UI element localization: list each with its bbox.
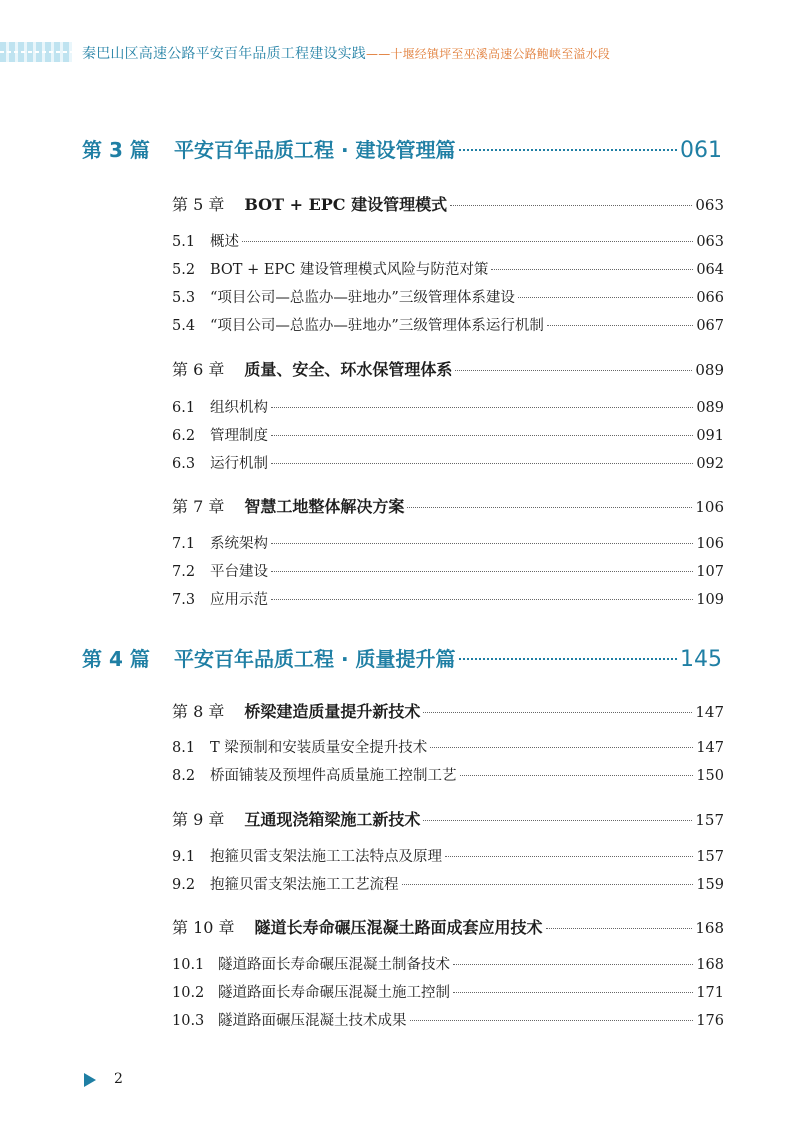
chapter-label: 第 5 章: [172, 195, 225, 214]
dot-leader: [423, 820, 692, 821]
dot-leader: [430, 747, 693, 748]
dot-leader: [459, 658, 677, 660]
toc-section[interactable]: [172, 396, 724, 417]
part-page: 061: [680, 138, 722, 163]
chapter-page: 157: [695, 811, 724, 829]
dot-leader: [445, 856, 693, 857]
toc-chapter-10[interactable]: [172, 915, 724, 938]
dot-leader: [491, 269, 693, 270]
section-number: 6.2: [172, 428, 196, 444]
book-subtitle: ——十堰经镇坪至巫溪高速公路鲍峡至溢水段: [366, 47, 611, 61]
section-title: 隧道路面长寿命碾压混凝土施工控制: [218, 985, 450, 1001]
section-title: 隧道路面碾压混凝土技术成果: [218, 1013, 407, 1029]
dot-leader: [459, 149, 677, 151]
section-number: 10.3: [172, 1013, 205, 1029]
chapter-label: 第 7 章: [172, 497, 225, 516]
section-number: 7.2: [172, 564, 196, 580]
section-title: 组织机构: [210, 400, 268, 416]
section-title: 概述: [210, 234, 239, 250]
toc-section[interactable]: [172, 452, 724, 473]
chapter-label: 第 10 章: [172, 918, 235, 937]
chapter-title: BOT + EPC 建设管理模式: [244, 195, 448, 214]
play-triangle-icon: [84, 1073, 96, 1087]
dot-leader: [271, 599, 693, 600]
chapter-page: 063: [695, 196, 724, 214]
section-number: 8.1: [172, 740, 196, 756]
toc-section[interactable]: [172, 981, 724, 1002]
dot-leader: [271, 571, 693, 572]
section-title: “项目公司—总监办—驻地办”三级管理体系建设: [210, 290, 515, 306]
chapter-page: 168: [695, 919, 724, 937]
chapter-page: 089: [695, 361, 724, 379]
section-title: 抱箍贝雷支架法施工工法特点及原理: [210, 849, 442, 865]
section-page: 064: [696, 262, 724, 278]
section-page: 150: [696, 768, 724, 784]
part-title: 平安百年品质工程 · 质量提升篇: [174, 647, 456, 671]
toc-section[interactable]: [172, 314, 724, 335]
section-number: 6.1: [172, 400, 196, 416]
section-number: 10.1: [172, 957, 205, 973]
book-title-text: 秦巴山区高速公路平安百年品质工程建设实践: [82, 46, 366, 62]
section-title: 管理制度: [210, 428, 268, 444]
chapter-label: 第 6 章: [172, 360, 225, 379]
section-title: BOT + EPC 建设管理模式风险与防范对策: [210, 262, 489, 278]
section-page: 091: [696, 428, 724, 444]
section-title: “项目公司—总监办—驻地办”三级管理体系运行机制: [210, 318, 544, 334]
toc-chapter-5[interactable]: [172, 192, 724, 215]
section-number: 9.2: [172, 877, 196, 893]
dot-leader: [271, 463, 693, 464]
section-number: 7.3: [172, 592, 196, 608]
dot-leader: [546, 928, 693, 929]
section-number: 9.1: [172, 849, 196, 865]
toc-part-4[interactable]: [82, 643, 722, 672]
section-title: 桥面铺装及预埋件高质量施工控制工艺: [210, 768, 457, 784]
toc-chapter-8[interactable]: [172, 699, 724, 722]
dot-leader: [407, 507, 692, 508]
dot-leader: [518, 297, 693, 298]
chapter-title: 互通现浇箱梁施工新技术: [244, 810, 421, 829]
toc-section[interactable]: [172, 258, 724, 279]
dot-leader: [271, 407, 693, 408]
chapter-label: 第 8 章: [172, 702, 225, 721]
section-title: 应用示范: [210, 592, 268, 608]
toc-section[interactable]: [172, 764, 724, 785]
section-number: 10.2: [172, 985, 205, 1001]
section-number: 5.1: [172, 234, 196, 250]
toc-chapter-6[interactable]: [172, 357, 724, 380]
toc-section[interactable]: [172, 953, 724, 974]
running-header: [0, 38, 790, 66]
toc-chapter-7[interactable]: [172, 494, 724, 517]
section-page: 168: [696, 957, 724, 973]
part-label: 第 3 篇: [82, 138, 150, 162]
dot-leader: [423, 712, 692, 713]
dot-leader: [450, 205, 692, 206]
toc-chapter-9[interactable]: [172, 807, 724, 830]
section-title: T 梁预制和安装质量安全提升技术: [210, 740, 428, 756]
part-label: 第 4 篇: [82, 647, 150, 671]
section-page: 089: [696, 400, 724, 416]
chapter-title: 智慧工地整体解决方案: [244, 497, 405, 516]
toc-section[interactable]: [172, 873, 724, 894]
section-page: 159: [696, 877, 724, 893]
toc-section[interactable]: [172, 560, 724, 581]
section-page: 106: [696, 536, 724, 552]
section-page: 066: [696, 290, 724, 306]
chapter-title: 质量、安全、环水保管理体系: [244, 360, 453, 379]
dot-leader: [410, 1020, 694, 1021]
toc-part-3[interactable]: [82, 134, 722, 163]
section-title: 平台建设: [210, 564, 268, 580]
toc-section[interactable]: [172, 736, 724, 757]
page-number: 2: [114, 1071, 123, 1087]
section-page: 109: [696, 592, 724, 608]
chapter-title: 桥梁建造质量提升新技术: [244, 702, 421, 721]
section-page: 092: [696, 456, 724, 472]
section-number: 8.2: [172, 768, 196, 784]
section-title: 运行机制: [210, 456, 268, 472]
toc-section[interactable]: [172, 1009, 724, 1030]
dot-leader: [547, 325, 693, 326]
toc-section[interactable]: [172, 286, 724, 307]
part-page: 145: [680, 647, 722, 672]
dot-leader: [460, 775, 694, 776]
chapter-page: 147: [695, 703, 724, 721]
toc-section[interactable]: [172, 845, 724, 866]
chapter-label: 第 9 章: [172, 810, 225, 829]
section-number: 5.4: [172, 318, 196, 334]
section-page: 157: [696, 849, 724, 865]
dot-leader: [402, 884, 694, 885]
dot-leader: [242, 241, 693, 242]
book-title: [82, 43, 610, 63]
section-number: 5.3: [172, 290, 196, 306]
header-decoration: [0, 42, 72, 62]
dot-leader: [271, 435, 693, 436]
section-title: 抱箍贝雷支架法施工工艺流程: [210, 877, 399, 893]
toc-section[interactable]: [172, 230, 724, 251]
dot-leader: [453, 964, 693, 965]
part-title: 平安百年品质工程 · 建设管理篇: [174, 138, 456, 162]
toc-section[interactable]: [172, 424, 724, 445]
chapter-page: 106: [695, 498, 724, 516]
section-number: 5.2: [172, 262, 196, 278]
toc-section[interactable]: [172, 532, 724, 553]
dot-leader: [453, 992, 693, 993]
section-number: 7.1: [172, 536, 196, 552]
section-page: 067: [696, 318, 724, 334]
dot-leader: [455, 370, 692, 371]
section-number: 6.3: [172, 456, 196, 472]
section-title: 隧道路面长寿命碾压混凝土制备技术: [218, 957, 450, 973]
section-page: 176: [696, 1013, 724, 1029]
toc-section[interactable]: [172, 588, 724, 609]
section-page: 063: [696, 234, 724, 250]
section-page: 171: [696, 985, 724, 1001]
dot-leader: [271, 543, 693, 544]
section-page: 147: [696, 740, 724, 756]
chapter-title: 隧道长寿命碾压混凝土路面成套应用技术: [254, 918, 543, 937]
section-title: 系统架构: [210, 536, 268, 552]
section-page: 107: [696, 564, 724, 580]
